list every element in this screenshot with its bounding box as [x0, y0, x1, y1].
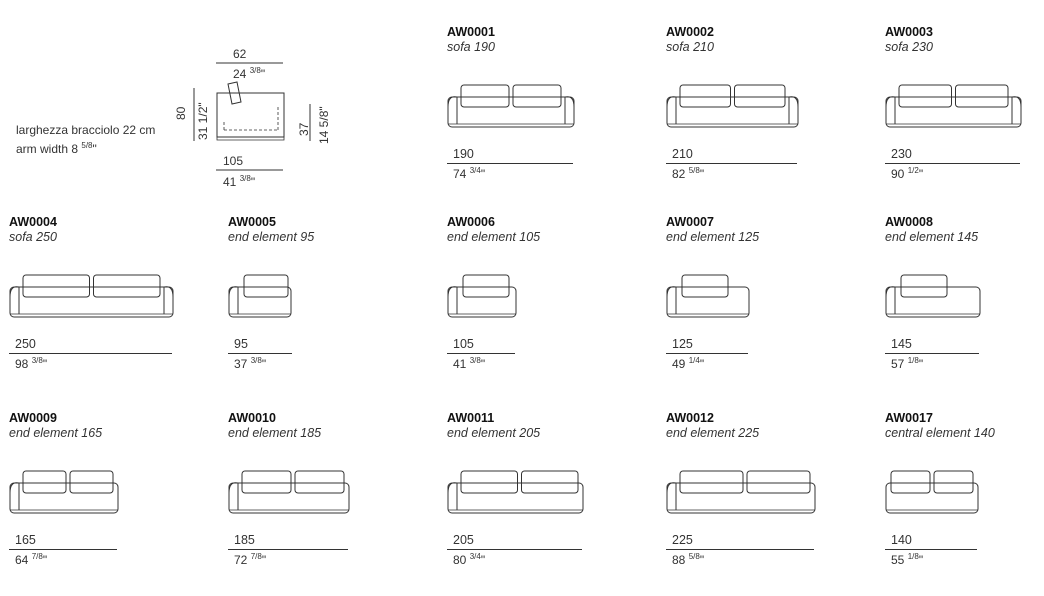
product-aw0008: [885, 215, 1044, 400]
width-inches-fraction: 1/8: [907, 552, 919, 561]
width-inches: 41 $^{3/8}$": [453, 356, 486, 371]
profile-width-cm: 62: [233, 47, 247, 61]
product-code: AW0010: [228, 411, 276, 425]
back-cushion: [891, 471, 930, 493]
left-arm: [886, 287, 895, 314]
width-inches: 57 $^{1/8}$": [891, 356, 924, 371]
width-inches-whole: 57: [891, 357, 905, 371]
dimension-line: [228, 353, 292, 354]
left-arm: [667, 287, 676, 314]
width-cm: 210: [672, 147, 693, 161]
width-inches-fraction: 3/4: [469, 552, 481, 561]
width-cm: 95: [234, 337, 248, 351]
width-cm: 185: [234, 533, 255, 547]
dimension-line: [9, 353, 172, 354]
product-name: sofa 190: [447, 40, 495, 54]
dimension-line: [9, 549, 117, 550]
dimension-line: [447, 549, 582, 550]
left-arm: [229, 287, 238, 314]
product-aw0001: [447, 25, 647, 210]
right-arm: [565, 97, 574, 124]
left-arm: [448, 97, 457, 124]
product-name: end element 95: [228, 230, 315, 244]
product-code: AW0005: [228, 215, 276, 229]
product-name: sofa 250: [9, 230, 57, 244]
back-cushion: [747, 471, 810, 493]
product-code: AW0003: [885, 25, 933, 39]
width-inches-whole: 55: [891, 553, 905, 567]
arm-width-note-en: arm width 8 $^{5/8}$": [16, 141, 97, 156]
arm-width-note: [16, 122, 155, 157]
sofa-front-drawing: [9, 461, 121, 523]
dimension-line: [228, 549, 348, 550]
sofa-front-drawing: [447, 75, 577, 137]
sofa-body: [10, 483, 118, 513]
width-inches: 72 $^{7/8}$": [234, 552, 267, 567]
left-arm: [10, 287, 19, 314]
width-inches: 49 $^{1/4}$": [672, 356, 705, 371]
product-name: end element 145: [885, 230, 979, 244]
product-code: AW0007: [666, 215, 714, 229]
width-cm: 230: [891, 147, 912, 161]
product-name: sofa 230: [885, 40, 933, 54]
profile-depth-cm: 105: [223, 154, 244, 168]
back-cushion: [513, 85, 561, 107]
right-arm: [789, 97, 798, 124]
product-aw0005: [228, 215, 428, 400]
width-inches-whole: 64: [15, 553, 29, 567]
sofa-body: [10, 287, 173, 317]
width-inches-whole: 41: [453, 357, 467, 371]
sofa-body: [448, 483, 583, 513]
back-cushion: [682, 275, 728, 297]
sofa-front-drawing: [9, 265, 176, 327]
sofa-front-drawing: [885, 265, 983, 327]
width-inches-whole: 49: [672, 357, 686, 371]
width-inches-fraction: 7/8: [31, 552, 43, 561]
sofa-body: [886, 287, 980, 317]
width-inches: 98 $^{3/8}$": [15, 356, 48, 371]
back-cushion: [463, 275, 509, 297]
sofa-front-drawing: [228, 461, 352, 523]
back-cushion: [899, 85, 952, 107]
profile-height-in: 31 1/2": [196, 102, 210, 140]
product-aw0003: [885, 25, 1044, 210]
width-cm: 205: [453, 533, 474, 547]
profile-seat-cm: 37: [297, 122, 311, 136]
width-inches-whole: 82: [672, 167, 686, 181]
width-inches-whole: 90: [891, 167, 905, 181]
product-code: AW0006: [447, 215, 495, 229]
width-inches-fraction: 7/8: [250, 552, 262, 561]
width-inches-fraction: 5/8: [688, 552, 700, 561]
right-arm: [164, 287, 173, 314]
sofa-body: [448, 97, 574, 127]
profile-depth-in: 41 $^{3/8}$": [223, 174, 256, 189]
back-cushion: [23, 275, 90, 297]
sofa-body: [229, 483, 349, 513]
sofa-body: [667, 97, 798, 127]
product-aw0004: [9, 215, 209, 400]
profile-height-cm: 80: [174, 106, 188, 120]
width-inches-whole: 72: [234, 553, 248, 567]
left-arm: [667, 97, 676, 124]
product-code: AW0017: [885, 411, 933, 425]
product-aw0006: [447, 215, 647, 400]
product-code: AW0008: [885, 215, 933, 229]
product-name: end element 205: [447, 426, 541, 440]
dimension-line: [885, 549, 977, 550]
width-inches-fraction: 3/4: [469, 166, 481, 175]
sofa-front-drawing: [666, 75, 801, 137]
back-cushion: [244, 275, 288, 297]
product-code: AW0011: [447, 411, 495, 425]
back-cushion: [461, 471, 518, 493]
left-arm: [886, 97, 895, 124]
back-cushion: [680, 85, 731, 107]
back-cushion: [461, 85, 509, 107]
width-inches-fraction: 5/8: [688, 166, 700, 175]
width-inches-fraction: 3/8: [31, 356, 43, 365]
width-inches: 64 $^{7/8}$": [15, 552, 48, 567]
sofa-front-drawing: [228, 265, 294, 327]
width-inches-whole: 98: [15, 357, 29, 371]
back-cushion: [70, 471, 113, 493]
back-cushion: [735, 85, 786, 107]
product-name: central element 140: [885, 426, 995, 440]
left-arm: [229, 483, 238, 510]
dimension-line: [447, 353, 515, 354]
width-cm: 165: [15, 533, 36, 547]
product-code: AW0009: [9, 411, 57, 425]
width-inches-whole: 88: [672, 553, 686, 567]
sofa-front-drawing: [666, 461, 818, 523]
product-name: end element 165: [9, 426, 103, 440]
product-aw0012: [666, 411, 866, 596]
width-inches: 37 $^{3/8}$": [234, 356, 267, 371]
left-arm: [10, 483, 19, 510]
back-cushion: [680, 471, 743, 493]
product-aw0009: [9, 411, 209, 596]
sofa-front-drawing: [447, 265, 519, 327]
back-cushion: [295, 471, 344, 493]
right-arm: [1012, 97, 1021, 124]
sofa-body: [886, 483, 978, 513]
sofa-front-drawing: [447, 461, 586, 523]
back-cushion: [94, 275, 161, 297]
width-cm: 105: [453, 337, 474, 351]
side-profile-diagram: [174, 44, 350, 194]
sofa-front-drawing: [666, 265, 752, 327]
width-inches-fraction: 1/4: [688, 356, 700, 365]
arm-width-note-it: larghezza bracciolo 22 cm: [16, 123, 156, 137]
width-cm: 250: [15, 337, 36, 351]
product-code: AW0012: [666, 411, 714, 425]
width-inches: 74 $^{3/4}$": [453, 166, 486, 181]
product-name: sofa 210: [666, 40, 714, 54]
dimension-line: [666, 549, 814, 550]
back-cushion: [242, 471, 291, 493]
sofa-body: [886, 97, 1021, 127]
width-inches-fraction: 1/2: [907, 166, 919, 175]
product-name: end element 125: [666, 230, 760, 244]
left-arm: [448, 483, 457, 510]
width-inches: 80 $^{3/4}$": [453, 552, 486, 567]
dimension-line: [666, 163, 797, 164]
product-aw0010: [228, 411, 428, 596]
sofa-front-drawing: [885, 461, 981, 523]
product-name: end element 225: [666, 426, 760, 440]
width-inches-fraction: 3/8: [250, 356, 262, 365]
product-name: end element 105: [447, 230, 541, 244]
width-inches-whole: 80: [453, 553, 467, 567]
width-inches-fraction: 1/8: [907, 356, 919, 365]
width-inches-fraction: 3/8: [469, 356, 481, 365]
back-cushion: [23, 471, 66, 493]
width-cm: 140: [891, 533, 912, 547]
width-inches-whole: 74: [453, 167, 467, 181]
sofa-body: [667, 287, 749, 317]
dimension-line: [666, 353, 748, 354]
product-aw0002: [666, 25, 866, 210]
product-code: AW0002: [666, 25, 714, 39]
width-cm: 125: [672, 337, 693, 351]
width-inches: 82 $^{5/8}$": [672, 166, 705, 181]
back-cushion: [901, 275, 947, 297]
dimension-line: [885, 163, 1020, 164]
left-arm: [667, 483, 676, 510]
width-inches: 55 $^{1/8}$": [891, 552, 924, 567]
dimension-line: [447, 163, 573, 164]
left-arm: [448, 287, 457, 314]
product-code: AW0001: [447, 25, 495, 39]
dimension-line: [885, 353, 979, 354]
product-code: AW0004: [9, 215, 57, 229]
back-cushion: [934, 471, 973, 493]
sofa-body: [448, 287, 516, 317]
profile-width-in: 24 $^{3/8}$": [233, 66, 266, 81]
product-aw0017: [885, 411, 1044, 596]
profile-seat-in: 14 5/8": [317, 106, 331, 144]
width-cm: 225: [672, 533, 693, 547]
sofa-body: [667, 483, 815, 513]
back-cushion: [956, 85, 1009, 107]
width-inches-whole: 37: [234, 357, 248, 371]
width-cm: 190: [453, 147, 474, 161]
product-aw0011: [447, 411, 647, 596]
product-name: end element 185: [228, 426, 322, 440]
sofa-front-drawing: [885, 75, 1024, 137]
back-cushion: [522, 471, 579, 493]
width-inches: 88 $^{5/8}$": [672, 552, 705, 567]
width-cm: 145: [891, 337, 912, 351]
product-aw0007: [666, 215, 866, 400]
width-inches: 90 $^{1/2}$": [891, 166, 924, 181]
